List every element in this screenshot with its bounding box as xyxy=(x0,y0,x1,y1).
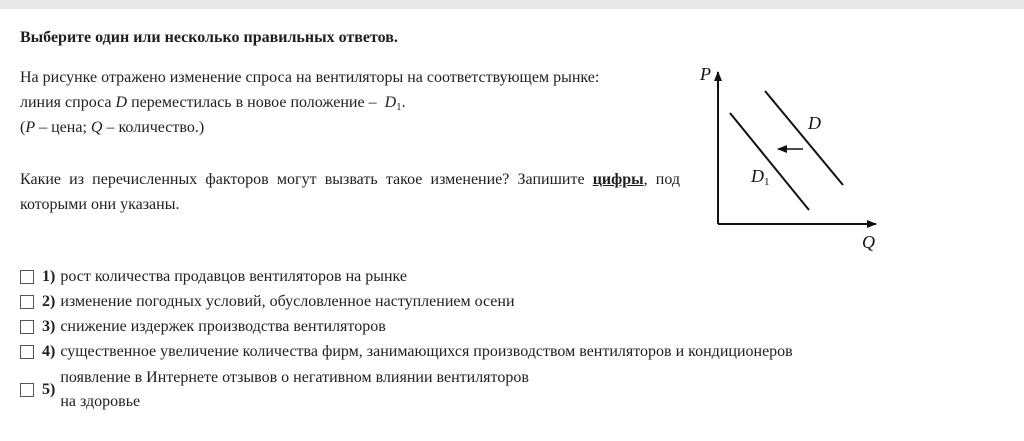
question-text xyxy=(20,65,680,140)
option-4-number: 4) xyxy=(42,342,56,360)
d1-label: D1 xyxy=(751,166,770,188)
option-5-text-line-1: появление в Интернете отзывов о негативном влиянии вентиляторов xyxy=(60,369,529,386)
option-2[interactable] xyxy=(20,289,1000,314)
option-5-checkbox[interactable] xyxy=(20,383,34,397)
option-1-text: рост количества продавцов вентиляторов на рынке xyxy=(60,267,408,285)
demand-line-d1 xyxy=(730,113,809,210)
p-axis-label: P xyxy=(700,64,711,84)
option-3-text: снижение издержек производства вентиляторов xyxy=(60,317,386,335)
option-4-checkbox[interactable] xyxy=(20,345,34,359)
option-5-text-line-2: на здоровье xyxy=(60,393,141,410)
option-5-number: 5) xyxy=(42,381,56,398)
option-5[interactable] xyxy=(20,365,1000,415)
option-4-text: существенное увеличение количества фирм, занимающихся производством вентиляторов и кондиционеров xyxy=(60,342,793,360)
digits-emphasis: цифры xyxy=(592,171,644,188)
option-1[interactable] xyxy=(20,264,1000,289)
d-label: D xyxy=(808,113,821,133)
option-3-checkbox[interactable] xyxy=(20,320,34,334)
option-5-text xyxy=(60,366,529,414)
option-1-checkbox[interactable] xyxy=(20,270,34,284)
answer-options xyxy=(20,264,1000,415)
instruction-heading: Выберите один или несколько правильных ответов. xyxy=(20,29,398,46)
question-line-1: На рисунке отражено изменение спроса на вентиляторы на соответствующем рынке: xyxy=(20,69,600,86)
question-legend: (P – цена; Q – количество.) xyxy=(20,119,205,136)
option-3[interactable] xyxy=(20,314,1000,339)
d-symbol: D xyxy=(115,94,128,111)
option-2-number: 2) xyxy=(42,292,56,310)
option-1-number: 1) xyxy=(42,267,56,285)
task-text: Какие из перечисленных факторов могут вызвать такое изменение? Запишите цифры, под которыми они указаны. xyxy=(20,171,681,213)
d1-symbol: D xyxy=(384,94,397,111)
option-2-checkbox[interactable] xyxy=(20,295,34,309)
option-2-text: изменение погодных условий, обусловленное наступлением осени xyxy=(60,292,515,310)
top-bar xyxy=(0,0,1024,9)
option-3-number: 3) xyxy=(42,317,56,335)
demand-shift-graph xyxy=(690,60,890,260)
question-line-2: линия спроса D переместилась в новое положение – $D_1$. xyxy=(20,94,406,113)
option-4[interactable] xyxy=(20,339,1000,364)
q-axis-label: Q xyxy=(862,232,875,252)
